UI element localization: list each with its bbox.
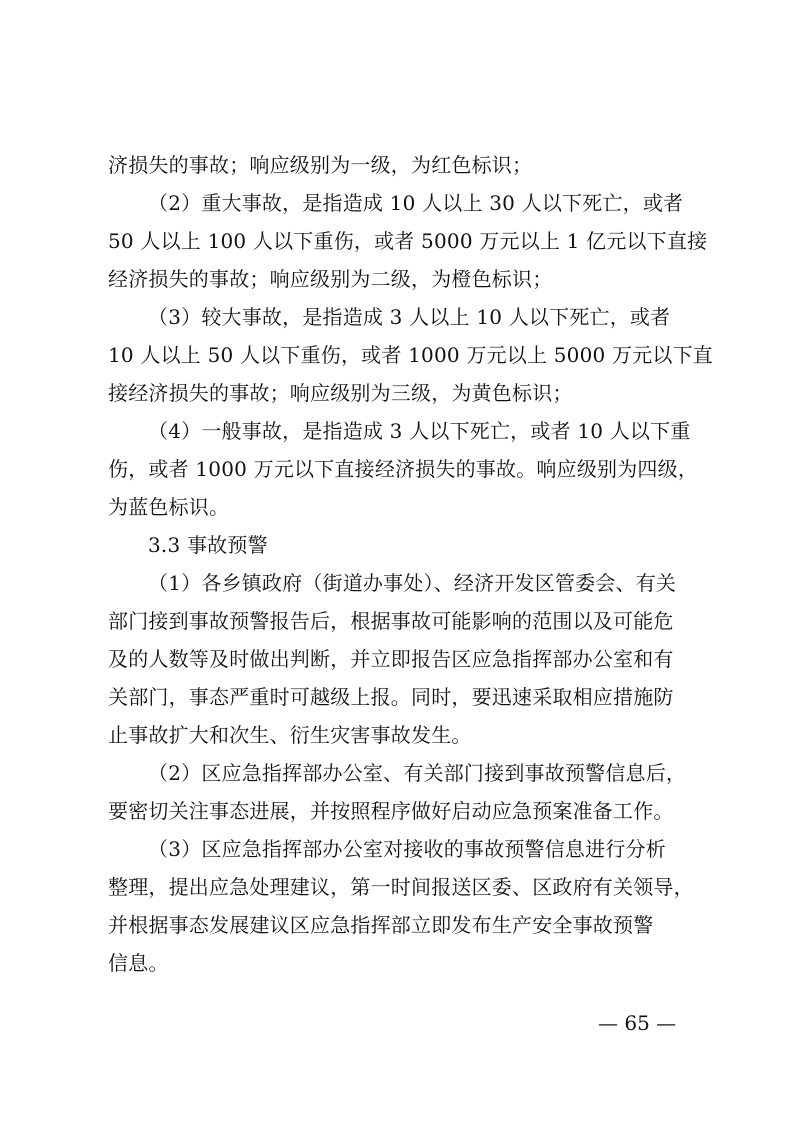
text-line: 经济损失的事故；响应级别为二级，为橙色标识； (108, 267, 553, 291)
page-number: — 65 — (598, 1011, 677, 1035)
text-line: 济损失的事故；响应级别为一级，为红色标识； (108, 153, 533, 177)
text-line: 50 人以上 100 人以下重伤，或者 5000 万元以上 1 亿元以下直接 (108, 229, 708, 253)
text-line: 及的人数等及时做出判断，并立即报告区应急指挥部办公室和有 (108, 647, 674, 671)
text-line: 要密切关注事态进展，并按照程序做好启动应急预案准备工作。 (108, 799, 674, 823)
text-line: 并根据事态发展建议区应急指挥部立即发布生产安全事故预警 (108, 913, 654, 937)
text-line: 10 人以上 50 人以下重伤，或者 1000 万元以上 5000 万元以下直 (108, 343, 713, 367)
text-line: 止事故扩大和次生、衍生灾害事故发生。 (108, 723, 472, 747)
text-line: 整理，提出应急处理建议，第一时间报送区委、区政府有关领导， (108, 875, 694, 899)
text-line: （2）区应急指挥部办公室、有关部门接到事故预警信息后， (148, 761, 687, 785)
text-line: （1）各乡镇政府（街道办事处）、经济开发区管委会、有关 (148, 571, 677, 595)
section-heading: 3.3 事故预警 (148, 533, 268, 557)
text-line: （4）一般事故，是指造成 3 人以下死亡，或者 10 人以下重 (148, 419, 691, 443)
text-line: （2）重大事故，是指造成 10 人以上 30 人以下死亡，或者 (148, 191, 684, 215)
text-line: 为蓝色标识。 (108, 495, 230, 519)
text-line: 关部门，事态严重时可越级上报。同时，要迅速采取相应措施防 (108, 685, 674, 709)
text-line: 信息。 (108, 951, 169, 975)
text-line: （3）较大事故，是指造成 3 人以上 10 人以下死亡，或者 (148, 305, 671, 329)
text-line: （3）区应急指挥部办公室对接收的事故预警信息进行分析 (148, 837, 666, 861)
text-line: 部门接到事故预警报告后，根据事故可能影响的范围以及可能危 (108, 609, 674, 633)
text-line: 伤，或者 1000 万元以下直接经济损失的事故。响应级别为四级， (108, 457, 699, 481)
text-line: 接经济损失的事故；响应级别为三级，为黄色标识； (108, 381, 573, 405)
